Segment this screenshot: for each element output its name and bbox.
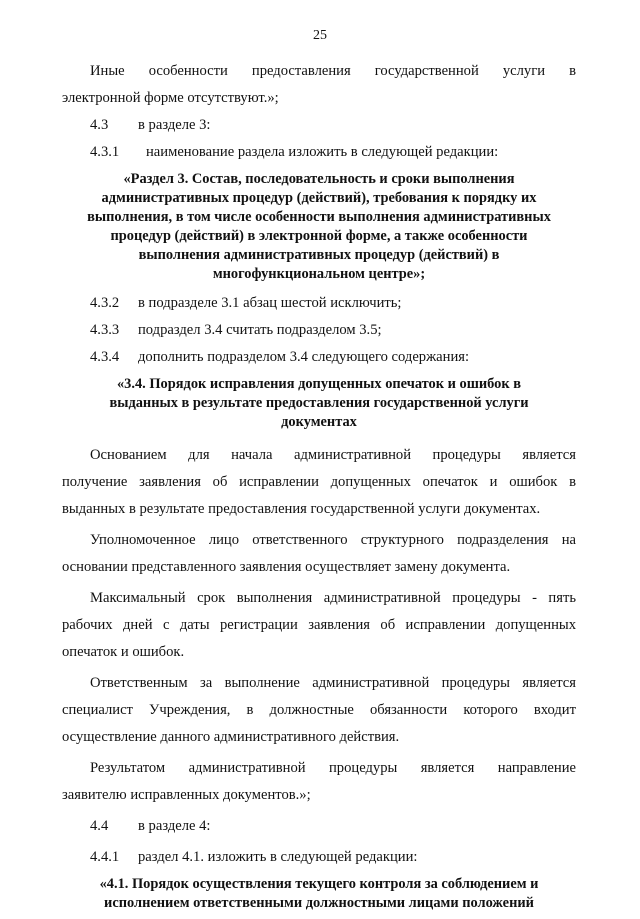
item-text: в подразделе 3.1 абзац шестой исключить; <box>138 295 402 311</box>
section-title-line: выполнения, в том числе особенности выполнения административных <box>87 209 551 225</box>
paragraph-line: Уполномоченное лицо ответственного структурного подразделения на <box>90 532 576 548</box>
item-text: в разделе 4: <box>138 818 211 834</box>
paragraph-line: рабочих дней с даты регистрации заявления об исправлении допущенных <box>62 617 576 633</box>
item-text: наименование раздела изложить в следующей редакции: <box>146 144 499 160</box>
item-number: 4.3 <box>90 117 109 133</box>
subsection-title-line: «3.4. Порядок исправления допущенных опечаток и ошибок в <box>116 376 521 392</box>
item-text: подраздел 3.4 считать подразделом 3.5; <box>138 322 382 338</box>
page-number: 25 <box>313 28 327 43</box>
section-title-line: административных процедур (действий), требования к порядку их <box>101 190 537 206</box>
item-number: 4.3.4 <box>90 349 120 365</box>
paragraph-line: выданных в результате предоставления государственной услуги документах. <box>62 501 541 517</box>
item-number: 4.3.2 <box>90 295 120 311</box>
paragraph-line: Максимальный срок выполнения административной процедуры - пять <box>90 590 576 606</box>
list-item <box>62 290 576 317</box>
section-title-line: многофункциональном центре»; <box>212 266 426 282</box>
subsection-title-line: документах <box>281 414 357 430</box>
paragraph-line: Основанием для начала административной процедуры является <box>90 447 576 463</box>
list-item <box>62 112 576 139</box>
paragraph-line: Ответственным за выполнение административной процедуры является <box>90 675 576 691</box>
item-number: 4.4 <box>90 818 109 834</box>
subsection-title <box>62 375 576 432</box>
paragraph-line: получение заявления об исправлении допущенных опечаток и ошибок в <box>62 474 576 490</box>
list-item <box>62 813 576 840</box>
item-text: раздел 4.1. изложить в следующей редакции: <box>138 849 418 865</box>
paragraph-line: осуществление данного административного действия. <box>62 729 400 745</box>
section-title-line: процедур (действий) в электронной форме, а также особенности <box>110 228 528 244</box>
paragraph-line: заявителю исправленных документов.»; <box>62 787 311 803</box>
section-title-line: «Раздел 3. Состав, последовательность и сроки выполнения <box>123 171 515 187</box>
section-title <box>62 170 576 284</box>
paragraph-line: Иные особенности предоставления государственной услуги в <box>90 63 576 79</box>
item-text: в разделе 3: <box>138 117 211 133</box>
item-number: 4.3.1 <box>90 144 120 160</box>
paragraph-line: электронной форме отсутствуют.»; <box>62 90 279 106</box>
item-text: дополнить подразделом 3.4 следующего содержания: <box>138 349 470 365</box>
item-number: 4.3.3 <box>90 322 120 338</box>
paragraph-line: Результатом административной процедуры является направление <box>90 760 576 776</box>
subsection-title-line: исполнением ответственными должностными лицами положений <box>104 895 534 911</box>
section-title-line: выполнения административных процедур (действий) в <box>138 247 500 263</box>
subsection-title-line: выданных в результате предоставления государственной услуги <box>109 395 529 411</box>
list-item <box>62 344 576 371</box>
list-item <box>62 139 576 166</box>
list-item <box>62 844 576 871</box>
document-body <box>62 58 576 919</box>
subsection-title <box>62 875 576 913</box>
paragraph-line: основании представленного заявления осуществляет замену документа. <box>62 559 511 575</box>
paragraph-line: опечаток и ошибок. <box>62 644 185 660</box>
list-item <box>62 317 576 344</box>
subsection-title-line: «4.1. Порядок осуществления текущего контроля за соблюдением и <box>99 876 539 892</box>
paragraph-line: специалист Учреждения, в должностные обязанности которого входит <box>62 702 576 718</box>
item-number: 4.4.1 <box>90 849 120 865</box>
